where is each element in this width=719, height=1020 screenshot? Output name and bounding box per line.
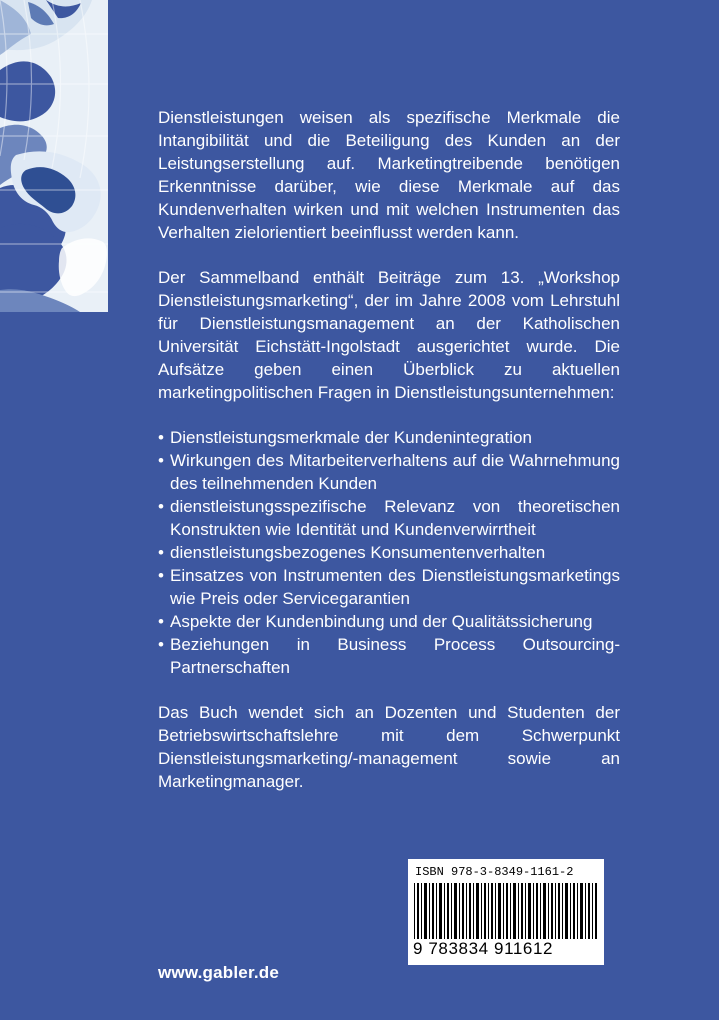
- audience-paragraph: Das Buch wendet sich an Dozenten und Studenten der Betriebswirtschaftslehre mit dem Schwerpunkt Dienstleistungsmarketing/-management sowie an Marketingmanager.: [158, 703, 620, 791]
- globe-image: [0, 0, 108, 312]
- back-cover-text: [158, 106, 620, 815]
- isbn-label: ISBN 978-3-8349-1161-2: [415, 865, 574, 879]
- topic-item: • dienstleistungsspezifische Relevanz von theoretischen Konstrukten wie Identität und Kundenverwirrtheit: [158, 495, 620, 541]
- barcode-digits: 9 783834 911612: [413, 940, 554, 958]
- topic-item: • Dienstleistungsmerkmale der Kundenintegration: [158, 426, 620, 449]
- barcode-icon: [412, 883, 600, 939]
- topic-item: • Aspekte der Kundenbindung und der Qualitätssicherung: [158, 610, 620, 633]
- topic-item: • Beziehungen in Business Process Outsourcing-Partnerschaften: [158, 633, 620, 679]
- workshop-paragraph: Der Sammelband enthält Beiträge zum 13. „Workshop Dienstleistungsmarketing“, der im Jahre 2008 vom Lehrstuhl für Dienstleistungsmanagement an der Katholischen Universität Eichstätt-Ingolstadt ausgerichtet wurde. Die Aufsätze geben einen Überblick zu aktuellen marketingpolitischen Fragen in Dienstleistungsunternehmen:: [158, 268, 620, 402]
- barcode: [412, 883, 600, 939]
- globe-icon: [0, 0, 108, 312]
- topic-item: • Wirkungen des Mitarbeiterverhaltens auf die Wahrnehmung des teilnehmenden Kunden: [158, 449, 620, 495]
- isbn-barcode-box: [408, 859, 604, 965]
- publisher-website[interactable]: www.gabler.de: [158, 963, 280, 982]
- topic-item: • dienstleistungsbezogenes Konsumentenverhalten: [158, 541, 620, 564]
- topic-item: • Einsatzes von Instrumenten des Dienstleistungsmarketings wie Preis oder Servicegarantien: [158, 564, 620, 610]
- intro-paragraph: Dienstleistungen weisen als spezifische Merkmale die Intangibilität und die Beteiligung des Kunden an der Leistungserstellung auf. Marketingtreibende benötigen Erkenntnisse darüber, wie diese Merkmale auf das Kundenverhalten wirken und mit welchen Instrumenten das Verhalten zielorientiert beeinflusst werden kann.: [158, 108, 620, 242]
- topic-list: [158, 426, 620, 679]
